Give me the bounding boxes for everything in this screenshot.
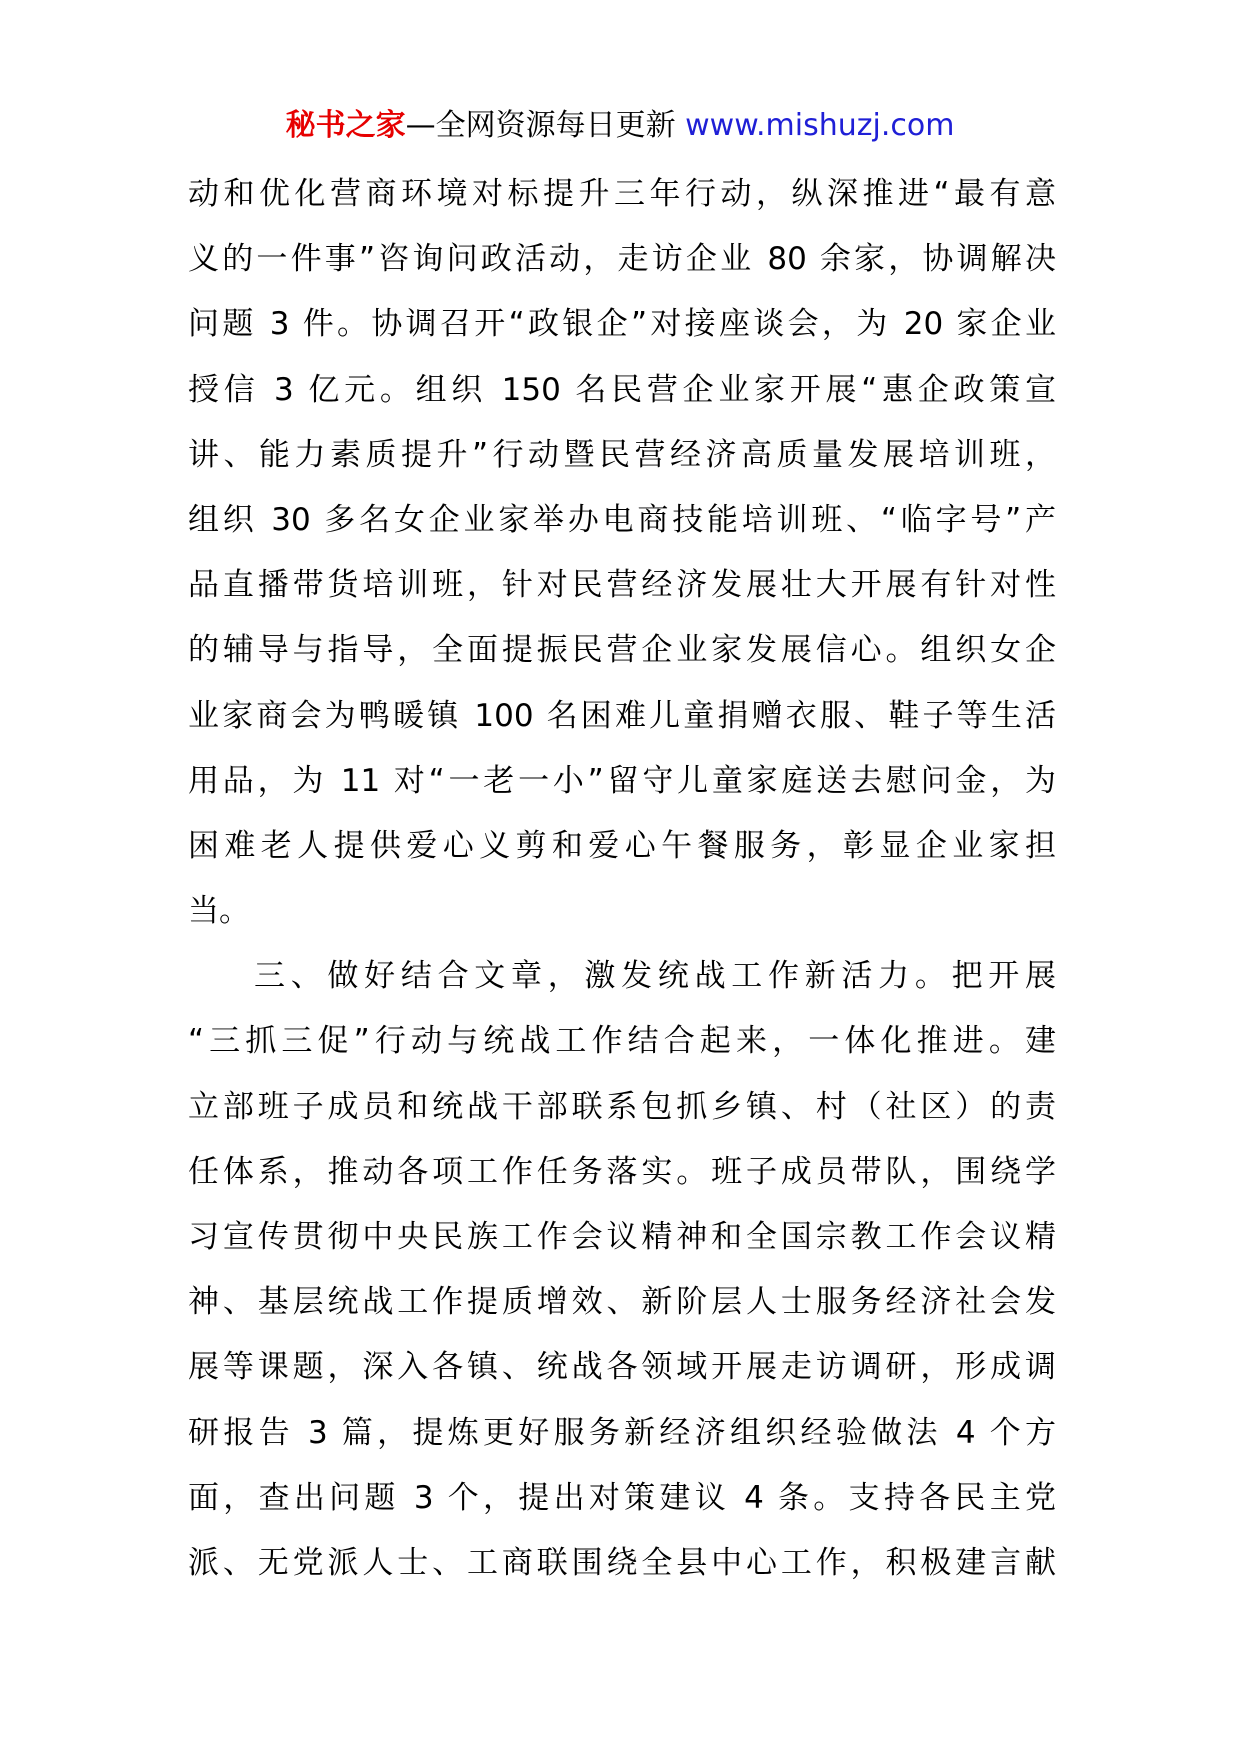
text-line: 立部班子成员和统战干部联系包抓乡镇、村（社区）的责 [188, 1088, 1056, 1125]
text-line: 的辅导与指导，全面提振民营企业家发展信心。组织女企 [188, 632, 1056, 669]
text-line: 面，查出问题 3 个，提出对策建议 4 条。支持各民主党 [188, 1479, 1056, 1516]
text-line: 义的一件事”咨询问政活动，走访企业 80 余家，协调解决 [188, 241, 1056, 278]
text-line: 派、无党派人士、工商联围绕全县中心工作，积极建言献 [188, 1544, 1056, 1581]
header-slogan: —全网资源每日更新 [405, 108, 676, 143]
text-line: 动和优化营商环境对标提升三年行动，纵深推进“最有意 [188, 176, 1056, 212]
text-line: 讲、能力素质提升”行动暨民营经济高质量发展培训班， [188, 436, 1056, 473]
paragraph-1 [188, 162, 1056, 944]
text-line: 神、基层统战工作提质增效、新阶层人士服务经济社会发 [188, 1284, 1056, 1321]
text-line: 问题 3 件。协调召开“政银企”对接座谈会，为 20 家企业 [188, 306, 1056, 343]
text-line: 任体系，推动各项工作任务落实。班子成员带队，围绕学 [188, 1153, 1056, 1190]
text-line: 习宣传贯彻中央民族工作会议精神和全国宗教工作会议精 [188, 1219, 1056, 1255]
text-line: 组织 30 多名女企业家举办电商技能培训班、“临字号”产 [188, 501, 1056, 538]
text-line: 研报告 3 篇，提炼更好服务新经济组织经验做法 4 个方 [188, 1414, 1056, 1451]
document-body [188, 162, 1056, 1596]
text-line: “三抓三促”行动与统战工作结合起来，一体化推进。建 [188, 1023, 1056, 1060]
text-line: 用品，为 11 对“一老一小”留守儿童家庭送去慰问金，为 [188, 762, 1056, 799]
page-header [0, 98, 1240, 154]
text-line: 展等课题，深入各镇、统战各领域开展走访调研，形成调 [188, 1349, 1056, 1386]
text-line: 当。 [188, 893, 250, 930]
text-line: 品直播带货培训班，针对民营经济发展壮大开展有针对性 [188, 567, 1056, 604]
header-url-link[interactable]: www.mishuzj.com [685, 108, 955, 143]
text-line: 业家商会为鸭暖镇 100 名困难儿童捐赠衣服、鞋子等生活 [188, 697, 1056, 734]
text-line: 困难老人提供爱心义剪和爱心午餐服务，彰显企业家担 [188, 827, 1056, 864]
text-line: 授信 3 亿元。组织 150 名民营企业家开展“惠企政策宣 [188, 371, 1056, 408]
text-line: 三、做好结合文章，激发统战工作新活力。把开展 [254, 958, 1056, 995]
paragraph-2 [188, 944, 1056, 1596]
header-brand: 秘书之家 [285, 108, 406, 143]
